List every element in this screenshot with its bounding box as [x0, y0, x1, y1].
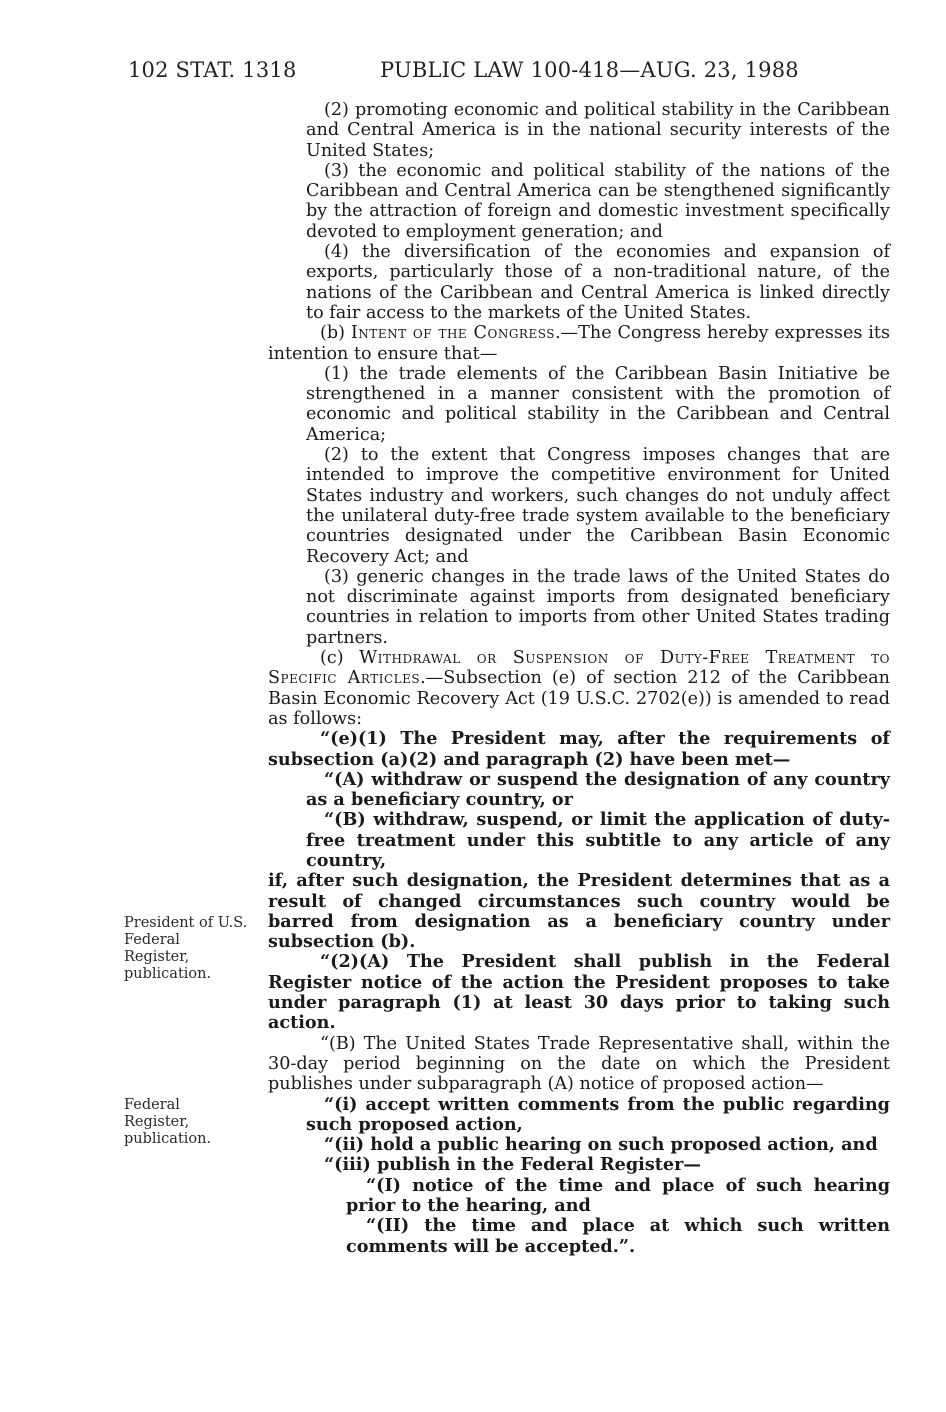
page-header [128, 58, 888, 88]
margin-note-federal-register: Federal Register, publication. [124, 1097, 212, 1147]
paragraph-e1-b: “(B) withdraw, suspend, or limit the application of duty-free treatment under this subtitle to any article of any country, [306, 809, 890, 871]
subsection-b-prefix: (b) [320, 323, 351, 344]
subsection-c-text: .—Subsection (e) of section 212 of the Caribbean Basin Economic Recovery Act (19 U.S.C. 2702(e)) is amended to read as follows: [268, 668, 890, 729]
subclause-e2-b-iii-I: “(I) notice of the time and place of such hearing prior to the hearing, and [346, 1174, 890, 1217]
subsection-b-heading: Intent of the Congress [350, 323, 555, 344]
paragraph-a2: (2) promoting economic and political stability in the Caribbean and Central America is in the national security interests of the United States; [306, 100, 890, 161]
paragraph-e1-continuation: if, after such designation, the President determines that as a result of changed circumstances such country would be barred from designation as a beneficiary country under subsection (b). [268, 870, 890, 953]
paragraph-a4: (4) the diversification of the economies and expansion of exports, particularly those of a non-traditional nature, of the nations of the Caribbean and Central America is linked directly to fair access to the markets of the United States. [306, 242, 890, 323]
paragraph-b3: (3) generic changes in the trade laws of the United States do not discriminate against imports from designated beneficiary countries in relation to imports from other United States trading partners. [306, 566, 890, 648]
subsection-b-text: .—The Congress hereby expresses its intention to ensure that— [268, 323, 890, 364]
subclause-e2-b-iii-II: “(II) the time and place at which such written comments will be accepted.”. [346, 1215, 890, 1257]
paragraph-e1: “(e)(1) The President may, after the requirements of subsection (a)(2) and paragraph (2) have been met— [268, 728, 890, 770]
law-title: PUBLIC LAW 100-418—AUG. 23, 1988 [380, 58, 799, 82]
subsection-c-prefix: (c) [320, 648, 360, 669]
subsection-c-heading: Withdrawal or Suspension of Duty-Free Treatment to Specific Articles [268, 648, 890, 689]
stat-page-number: 102 STAT. 1318 [128, 58, 297, 82]
paragraph-b2: (2) to the extent that Congress imposes changes that are intended to improve the competitive environment for United States industry and workers, such changes do not unduly affect the unilateral duty-free trade system available to the beneficiary countries designated under the Caribbean Basin Economic Recovery Act; and [306, 445, 890, 567]
clause-e2-b-i: “(i) accept written comments from the public regarding such proposed action, [306, 1093, 890, 1135]
paragraph-e2-b: “(B) The United States Trade Representative shall, within the 30-day period beginning on the date on which the President publishes under subparagraph (A) notice of proposed action— [268, 1033, 890, 1095]
clause-e2-b-iii: “(iii) publish in the Federal Register— [324, 1154, 701, 1176]
paragraph-e1-a: “(A) withdraw or suspend the designation of any country as a beneficiary country, or [306, 768, 890, 811]
body-text [268, 100, 890, 1257]
subsection-b [268, 323, 890, 364]
paragraph-e2-a: “(2)(A) The President shall publish in the Federal Register notice of the action the President proposes to take under paragraph (1) at least 30 days prior to taking such action. [268, 951, 890, 1034]
margin-note-president-federal-register: President of U.S. Federal Register, publication. [124, 915, 248, 982]
paragraph-b1: (1) the trade elements of the Caribbean Basin Initiative be strengthened in a manner consistent with the promotion of economic and political stability in the Caribbean and Central America; [306, 363, 890, 445]
subsection-c [268, 648, 890, 729]
clause-e2-b-ii: “(ii) hold a public hearing on such proposed action, and [324, 1134, 878, 1156]
paragraph-a3: (3) the economic and political stability of the nations of the Caribbean and Central America can be stengthened significantly by the attraction of foreign and domestic investment specifically devoted to employment generation; and [306, 160, 890, 242]
